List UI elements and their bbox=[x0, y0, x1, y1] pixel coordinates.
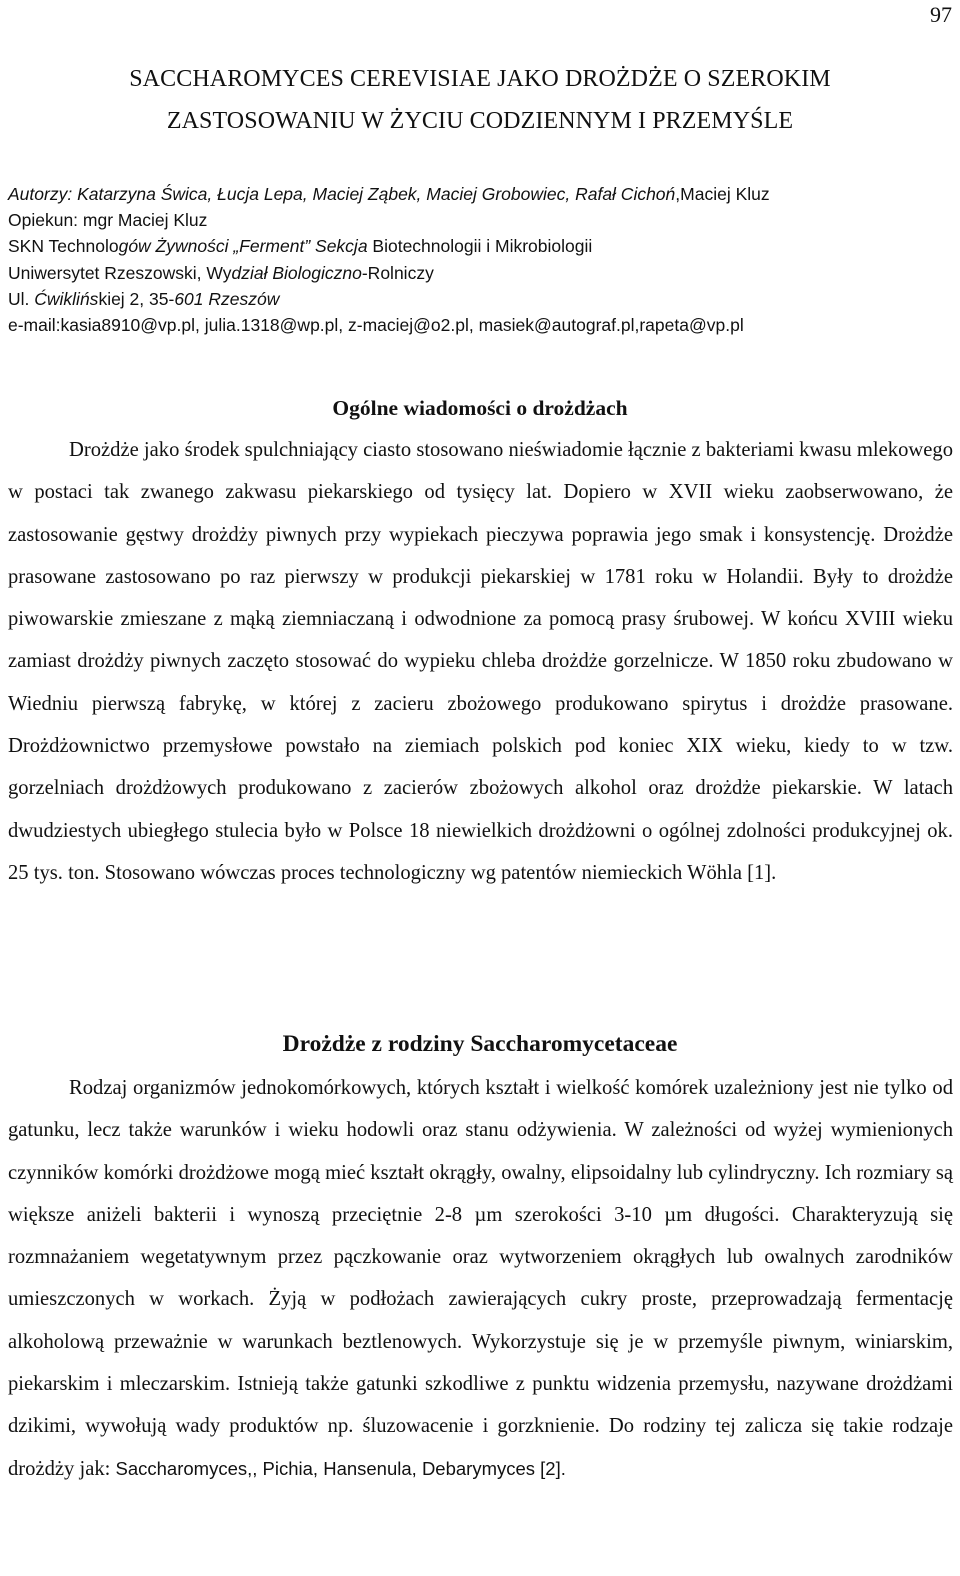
student-circle-line bbox=[8, 233, 952, 259]
page-number: 97 bbox=[930, 2, 952, 27]
section-heading-saccharomycetaceae: Drożdże z rodziny Saccharomycetaceae bbox=[282, 1031, 678, 1057]
title-line-2: ZASTOSOWANIU W ŻYCIU CODZIENNYM I PRZEMYŚLE bbox=[166, 108, 794, 134]
addr-text-c: kiej 2, 35- bbox=[98, 288, 175, 309]
univ-text-c: -Rolniczy bbox=[361, 262, 434, 283]
circle-text-c: Biotechnologii i Mikrobiologii bbox=[367, 236, 593, 257]
saccharomycetaceae-text: Rodzaj organizmów jednokomórkowych, których kształt i wielkość komórek uzależniony jest nie tylko od gatunku, lecz także warunków i wieku hodowli oraz stanu odżywienia. W zależności od wyżej wymienionych czynników komórki drożdżowe mogą mieć kształt okrągły, owalny, elipsoidalny lub cylindryczny. Ich rozmiary są większe aniżeli bakterii i wynoszą przeciętnie 2-8 µm szerokości 3-10 µm długości. Charakteryzują się rozmnażaniem wegetatywnym przez pączkowanie oraz wytworzeniem okrągłych lub owalnych zarodników umieszczonych w workach. Żyją w podłożach zawierających cukry proste, przeprowadzają fermentację alkoholową przeważnie w warunkach beztlenowych. Wykorzystuje się je w przemyśle piwnym, winiarskim, piekarskim i mleczarskim. Istnieją także gatunki szkodliwe z punktu widzenia przemysłu, nazywane drożdżami dzikimi, wywołują wady produktów np. śluzowacenie i gorzknienie. Do rodziny tej zalicza się takie rodzaje drożdży jak: bbox=[8, 1077, 953, 1480]
circle-text-a: SKN Technolo bbox=[8, 236, 119, 257]
authors-names: Katarzyna Świca, Łucja Lepa, Maciej Ząbek, Maciej Grobowiec, Rafał Cichoń bbox=[77, 184, 676, 204]
genera-list: Saccharomyces,, Pichia, Hansenula, Debarymyces [2]. bbox=[115, 1457, 566, 1479]
section-saccharomycetaceae-paragraph bbox=[8, 1067, 953, 1490]
authors-line bbox=[8, 181, 952, 207]
addr-text-b: Ćwiklińs bbox=[34, 288, 99, 309]
university-line bbox=[8, 260, 952, 286]
paper-title bbox=[0, 58, 960, 142]
univ-text-a: Uniwersytet Rzeszowski, Wy bbox=[8, 262, 232, 283]
email-line: e-mail:kasia8910@vp.pl, julia.1318@wp.pl, z-maciej@o2.pl, masiek@autograf.pl,rapeta@vp.pl bbox=[8, 315, 744, 336]
addr-text-a: Ul. bbox=[8, 288, 35, 309]
section-heading-general: Ogólne wiadomości o drożdżach bbox=[332, 396, 628, 420]
title-line-1: SACCHAROMYCES CEREVISIAE JAKO DROŻDŻE O SZEROKIM bbox=[129, 66, 831, 92]
authors-tail: ,Maciej Kluz bbox=[675, 184, 770, 204]
supervisor-line: Opiekun: mgr Maciej Kluz bbox=[8, 210, 208, 231]
addr-text-d: 601 Rzeszów bbox=[174, 288, 280, 309]
circle-text-b: gów Żywności „Ferment” Sekcja bbox=[118, 236, 368, 257]
section-general-paragraph: Drożdże jako środek spulchniający ciasto stosowano nieświadomie łącznie z bakteriami kwasu mlekowego w postaci tak zwanego zakwasu piekarskiego od tysięcy lat. Dopiero w XVII wieku zaobserwowano, że zastosowanie gęstwy drożdży piwnych przy wypiekach pieczywa poprawia jego smak i konsystencję. Drożdże prasowane zastosowano po raz pierwszy w produkcji piekarskiej w 1781 roku w Holandii. Były to drożdże piwowarskie zmieszane z mąką ziemniaczaną i odwodnione za pomocą prasy śrubowej. W końcu XVIII wieku zamiast drożdży piwnych zaczęto stosować do wypieku chleba drożdże gorzelnicze. W 1850 roku zbudowano w Wiedniu pierwszą fabrykę, w której z zacieru zbożowego produkowano spirytus i drożdże prasowane. Drożdżownictwo przemysłowe powstało na ziemiach polskich pod koniec XIX wieku, kiedy to w tzw. gorzelniach drożdżowych produkowano z zacierów zbożowych alkohol oraz drożdże piekarskie. W latach dwudziestych ubiegłego stulecia było w Polsce 18 niewielkich drożdżowni o ogólnej zdolności produkcyjnej ok. 25 tys. ton. Stosowano wówczas proces technologiczny wg patentów niemieckich Wöhla [1]. bbox=[8, 439, 953, 884]
address-line bbox=[8, 286, 952, 312]
univ-text-b: dział Biologiczno bbox=[231, 262, 362, 283]
authors-label: Autorzy: bbox=[8, 184, 73, 204]
author-info bbox=[8, 181, 952, 338]
